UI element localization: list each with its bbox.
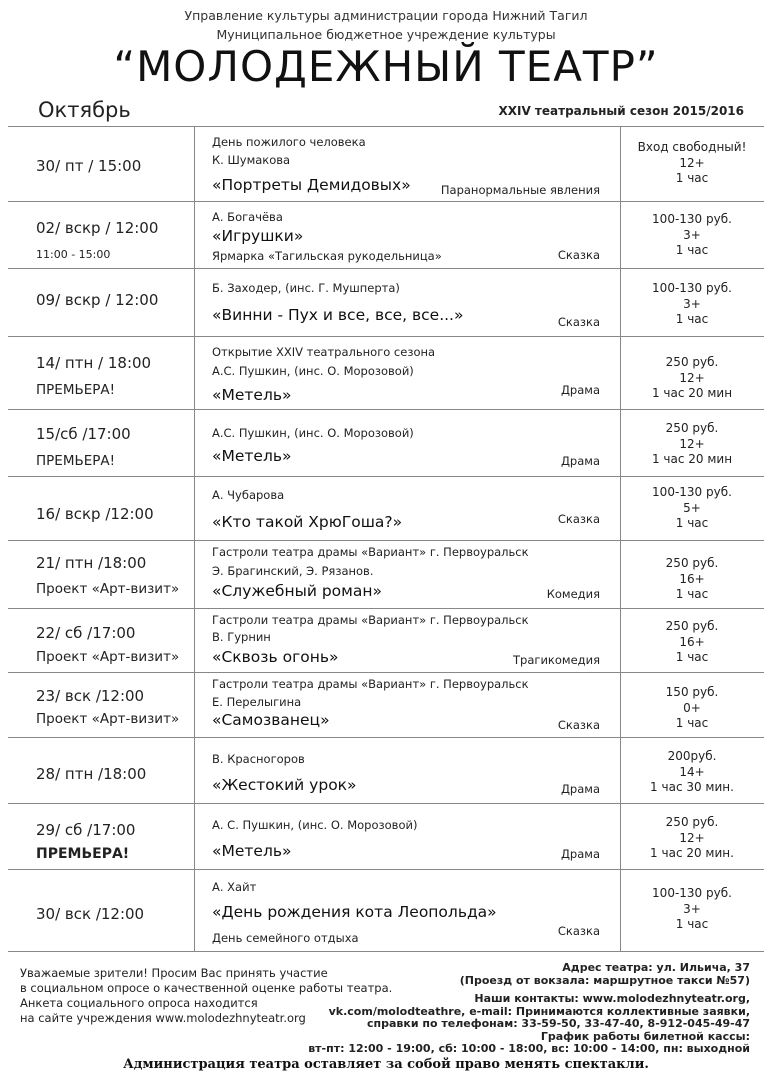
table-row: [8, 673, 764, 738]
price-value: 200руб.: [667, 749, 717, 763]
premiere-label: ПРЕМЬЕРА!: [36, 382, 116, 398]
show-date: 21/ птн /18:00: [36, 554, 147, 572]
contacts-line: Наши контакты: www.molodezhnyteatr.org,: [474, 992, 750, 1005]
age-rating: 12+: [679, 830, 705, 845]
show-note: Гастроли театра драмы «Вариант» г. Первоуральск: [212, 613, 529, 627]
show-genre: Паранормальные явления: [440, 183, 600, 197]
table-row: [8, 738, 764, 804]
table-row: [8, 127, 764, 202]
table-row: [8, 337, 764, 410]
show-genre: Трагикомедия: [513, 653, 600, 667]
show-genre: Сказка: [557, 315, 600, 329]
show-title: «Кто такой ХрюГоша?»: [212, 513, 403, 531]
price-info: [620, 685, 764, 732]
price-info: [620, 421, 764, 468]
price-value: 250 руб.: [665, 421, 719, 435]
show-date: 16/ вскр /12:00: [36, 505, 154, 523]
show-author: Б. Заходер, (инс. Г. Мушперта): [212, 281, 400, 295]
show-title: «День рождения кота Леопольда»: [212, 903, 497, 921]
show-genre: Сказка: [557, 718, 600, 732]
age-rating: 16+: [679, 634, 705, 649]
age-rating: 5+: [683, 500, 701, 515]
age-rating: 16+: [679, 571, 705, 586]
show-genre: Сказка: [557, 248, 600, 262]
header-department: Управление культуры администрации города Нижний Тагил: [184, 8, 588, 23]
show-title: «Метель»: [212, 842, 292, 860]
show-genre: Сказка: [557, 924, 600, 938]
show-date: 23/ вск /12:00: [36, 687, 145, 705]
show-title: «Самозванец»: [212, 711, 330, 729]
show-title: «Сквозь огонь»: [212, 648, 339, 666]
age-rating: 3+: [683, 296, 701, 311]
show-date: 02/ вскр / 12:00: [36, 219, 159, 237]
show-author: Е. Перелыгина: [212, 695, 302, 709]
price-info: [620, 749, 764, 796]
age-rating: 12+: [679, 436, 705, 451]
show-author: А.С. Пушкин, (инс. О. Морозовой): [212, 426, 414, 440]
premiere-label: ПРЕМЬЕРА!: [36, 846, 130, 862]
show-author: А. С. Пушкин, (инс. О. Морозовой): [212, 818, 418, 832]
duration: 1 час: [675, 917, 709, 931]
show-note: Открытие XXIV театрального сезона: [212, 345, 436, 359]
price-info: [620, 281, 764, 328]
show-date: 14/ птн / 18:00: [36, 354, 152, 372]
price-value: 250 руб.: [665, 619, 719, 633]
price-info: [620, 140, 764, 187]
schedule-table: [8, 126, 764, 945]
show-genre: Драма: [560, 847, 600, 861]
duration: 1 час 30 мин.: [650, 780, 734, 794]
show-note: День пожилого человека: [212, 135, 366, 149]
show-note: Гастроли театра драмы «Вариант» г. Первоуральск: [212, 677, 529, 691]
show-genre: Сказка: [557, 512, 600, 526]
table-row: [8, 202, 764, 269]
price-value: 250 руб.: [665, 355, 719, 369]
show-author: А. Чубарова: [212, 488, 285, 502]
project-label: Проект «Арт-визит»: [36, 649, 180, 665]
price-value: 250 руб.: [665, 815, 719, 829]
age-rating: 3+: [683, 227, 701, 242]
duration: 1 час: [675, 716, 709, 730]
directions-line: (Проезд от вокзала: маршрутное такси №57): [459, 973, 750, 987]
age-rating: 0+: [683, 700, 701, 715]
show-date: 15/сб /17:00: [36, 425, 131, 443]
show-note: Гастроли театра драмы «Вариант» г. Первоуральск: [212, 545, 529, 559]
show-date: 30/ пт / 15:00: [36, 157, 142, 175]
table-row: [8, 541, 764, 609]
duration: 1 час: [675, 243, 709, 257]
show-author: А. Богачёва: [212, 210, 283, 224]
duration: 1 час 20 мин: [651, 452, 733, 466]
price-value: 100-130 руб.: [652, 212, 732, 226]
show-genre: Драма: [560, 383, 600, 397]
price-info: [620, 886, 764, 933]
project-label: Проект «Арт-визит»: [36, 711, 180, 727]
age-rating: 3+: [683, 901, 701, 916]
show-genre: Комедия: [546, 587, 600, 601]
age-rating: 14+: [679, 764, 705, 779]
price-value: 100-130 руб.: [652, 485, 732, 499]
contact-info: [308, 962, 750, 1056]
show-author: В. Гурнин: [212, 630, 271, 644]
show-author: А. Хайт: [212, 880, 257, 894]
price-info: [620, 815, 764, 862]
show-genre: Драма: [560, 454, 600, 468]
price-info: [620, 212, 764, 259]
box-office-hours: вт-пт: 12:00 - 19:00, сб: 10:00 - 18:00, вс: 10:00 - 14:00, пн: выходной: [308, 1042, 750, 1055]
show-date: 29/ сб /17:00: [36, 821, 136, 839]
premiere-label: ПРЕМЬЕРА!: [36, 453, 116, 469]
show-date: 09/ вскр / 12:00: [36, 291, 159, 309]
price-value: 150 руб.: [665, 685, 719, 699]
age-rating: 12+: [679, 370, 705, 385]
survey-line: Уважаемые зрители! Просим Вас принять участие: [20, 966, 328, 980]
price-info: [620, 355, 764, 402]
month-label: Октябрь: [38, 98, 131, 122]
address-line: Адрес театра: ул. Ильича, 37: [562, 961, 750, 974]
duration: 1 час 20 мин.: [650, 846, 734, 860]
show-title: «Винни - Пух и все, все, все...»: [212, 306, 464, 324]
show-author: В. Красногоров: [212, 752, 305, 766]
theatre-title: “МОЛОДЕЖНЫЙ ТЕАТР”: [113, 42, 659, 91]
show-date: 30/ вск /12:00: [36, 905, 145, 923]
show-author: А.С. Пушкин, (инс. О. Морозовой): [212, 364, 414, 378]
table-row: [8, 410, 764, 477]
age-rating: 12+: [679, 155, 705, 170]
administration-note: Администрация театра оставляет за собой право менять спектакли.: [123, 1057, 649, 1072]
show-extra: День семейного отдыха: [212, 931, 359, 945]
show-title: «Портреты Демидовых»: [212, 176, 411, 194]
table-row: [8, 804, 764, 870]
survey-line: на сайте учреждения www.molodezhnyteatr.org: [20, 1011, 306, 1025]
price-info: [620, 619, 764, 666]
survey-line: Анкета социального опроса находится: [20, 996, 258, 1010]
show-title: «Жестокий урок»: [212, 776, 357, 794]
show-date: 22/ сб /17:00: [36, 624, 136, 642]
contacts-line: vk.com/molodteathre, e-mail: Принимаются коллективные заявки,: [328, 1004, 750, 1018]
season-label: XXIV театральный сезон 2015/2016: [498, 104, 744, 118]
show-author: К. Шумакова: [212, 153, 291, 167]
duration: 1 час 20 мин: [651, 386, 733, 400]
table-row: [8, 477, 764, 541]
show-title: «Служебный роман»: [212, 582, 382, 600]
duration: 1 час: [675, 587, 709, 601]
price-value: 100-130 руб.: [652, 281, 732, 295]
price-value: Вход свободный!: [637, 140, 747, 154]
show-genre: Драма: [560, 782, 600, 796]
table-row: [8, 870, 764, 952]
survey-line: в социальном опросе о качественной оценке работы театра.: [20, 981, 393, 995]
duration: 1 час: [675, 516, 709, 530]
price-info: [620, 485, 764, 532]
duration: 1 час: [675, 650, 709, 664]
show-author: Э. Брагинский, Э. Рязанов.: [212, 564, 374, 578]
price-value: 100-130 руб.: [652, 886, 732, 900]
show-title: «Метель»: [212, 447, 292, 465]
show-extra: Ярмарка «Тагильская рукодельница»: [212, 249, 442, 263]
table-row: [8, 269, 764, 337]
project-label: Проект «Арт-визит»: [36, 581, 180, 597]
phones-line: справки по телефонам: 33-59-50, 33-47-40, 8-912-045-49-47: [366, 1017, 750, 1030]
duration: 1 час: [675, 171, 709, 185]
price-info: [620, 556, 764, 603]
table-row: [8, 609, 764, 673]
price-value: 250 руб.: [665, 556, 719, 570]
header-institution: Муниципальное бюджетное учреждение культуры: [216, 27, 556, 42]
show-title: «Игрушки»: [212, 227, 304, 245]
box-office-title: График работы билетной кассы:: [540, 1029, 750, 1043]
show-title: «Метель»: [212, 386, 292, 404]
duration: 1 час: [675, 312, 709, 326]
show-time-extra: 11:00 - 15:00: [36, 248, 111, 261]
show-date: 28/ птн /18:00: [36, 765, 147, 783]
